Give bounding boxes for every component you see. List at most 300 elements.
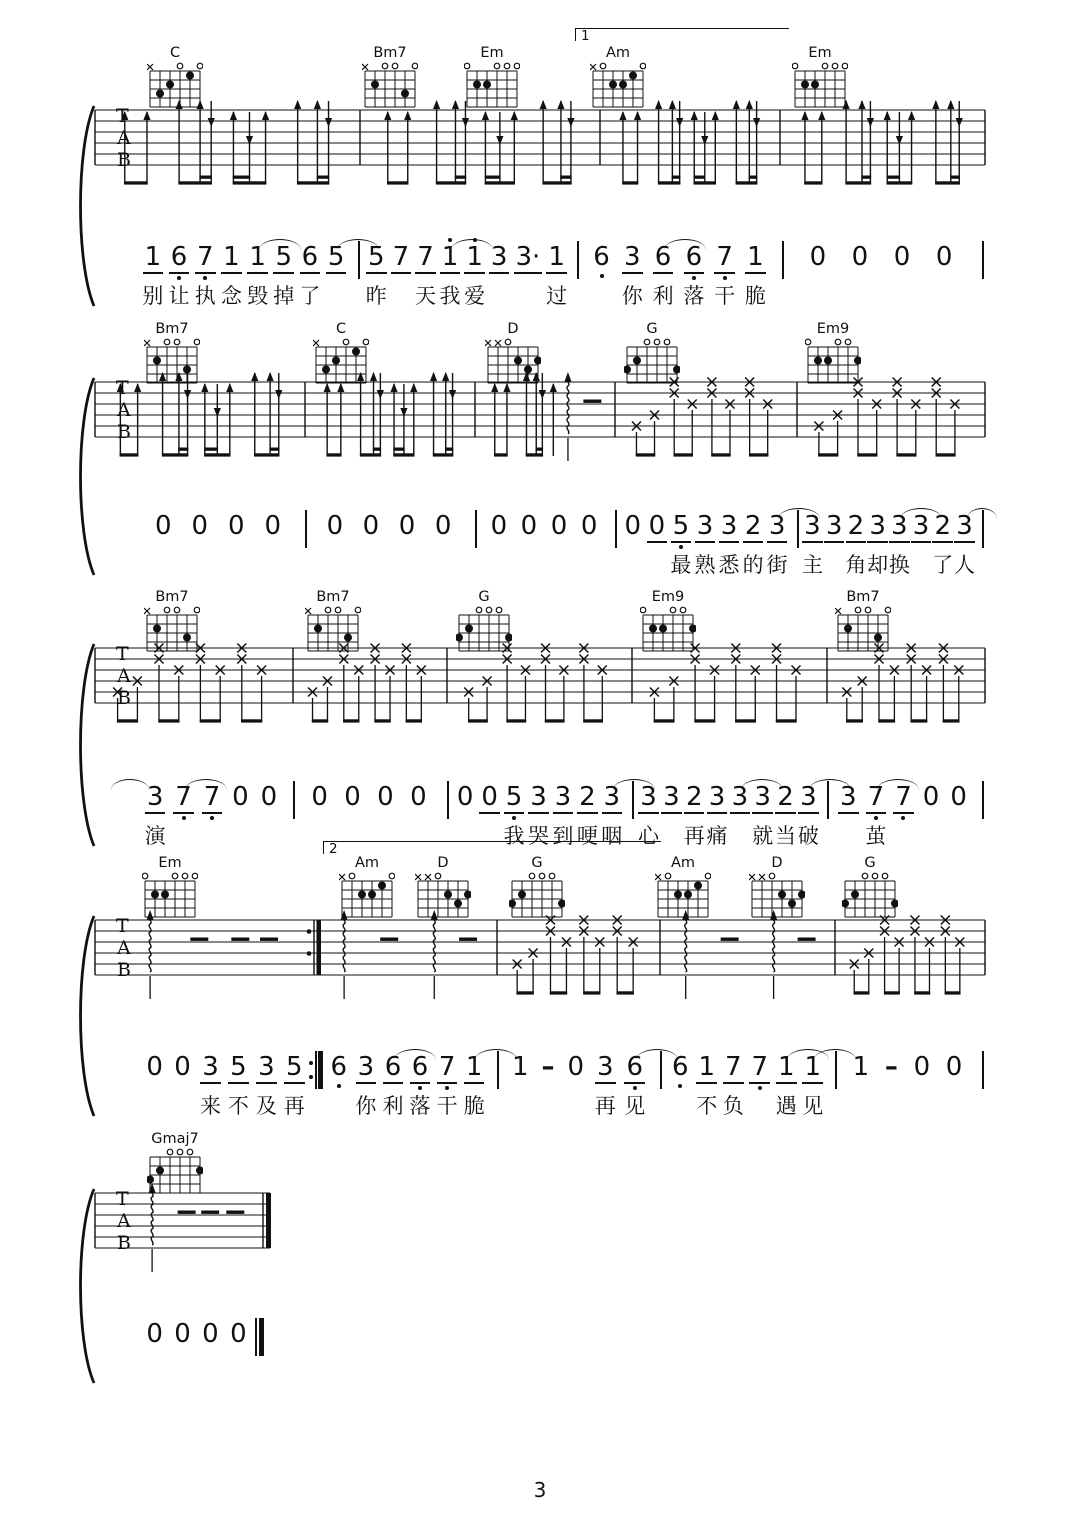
- note-token: [200, 1313, 221, 1383]
- note-number: 1: [223, 242, 240, 272]
- note-number: 2: [934, 511, 952, 541]
- note-token: [707, 776, 728, 848]
- lyric: 最: [670, 553, 692, 577]
- note-token: [256, 1046, 277, 1118]
- volta-label: 2: [329, 841, 338, 857]
- octave-dot-low: [203, 274, 207, 281]
- note-token: [775, 776, 796, 848]
- note-token: [892, 236, 913, 306]
- lyric: [534, 1092, 562, 1116]
- chord-diagram: [143, 1132, 207, 1195]
- number-measure: [786, 236, 976, 308]
- number-measure: [137, 505, 299, 577]
- note-number: 3: [800, 782, 817, 812]
- note-number: 0: [146, 1319, 163, 1349]
- note-number: 3: [912, 511, 930, 541]
- note-number: 0: [945, 1052, 963, 1082]
- chord-name: Em: [808, 45, 832, 61]
- number-barline: [315, 1051, 317, 1089]
- lyric: [945, 822, 973, 846]
- note-token: [326, 236, 347, 308]
- number-barline: [475, 510, 477, 548]
- note-number: 0: [434, 511, 452, 541]
- note-number: 3: [663, 782, 680, 812]
- note-number: 0: [232, 782, 249, 812]
- lyric: [834, 824, 862, 848]
- chord-name: Em9: [651, 589, 685, 605]
- number-barline: [835, 1051, 837, 1089]
- lyric: 不: [227, 1094, 249, 1118]
- chord-name: C: [169, 45, 181, 61]
- number-barline: [497, 1051, 499, 1089]
- chord-grid: [640, 605, 696, 653]
- note-number: 6: [384, 1052, 402, 1082]
- note-token: [228, 1313, 249, 1383]
- note-number: 6: [593, 242, 610, 272]
- note-number: 6: [301, 242, 319, 272]
- note-number: –: [884, 1052, 898, 1082]
- number-measure: [581, 236, 776, 308]
- octave-dot-low: [512, 814, 516, 821]
- number-barline: [797, 510, 799, 548]
- note-number: 7: [392, 242, 410, 272]
- lyric: [588, 282, 616, 306]
- lyric: 再: [594, 1094, 616, 1118]
- note-number: 3: [530, 782, 547, 812]
- number-barline: [615, 510, 617, 548]
- note-number: 3: [258, 1052, 275, 1082]
- lyric: [515, 551, 543, 575]
- lyric: [562, 1092, 590, 1116]
- note-number: 3: [840, 782, 857, 812]
- lyric: 心: [638, 824, 660, 848]
- lyric: 遇: [775, 1094, 797, 1118]
- note-token: [577, 776, 598, 848]
- lyric: [226, 822, 254, 846]
- chord-name: Bm7: [373, 45, 407, 61]
- note-number: 3: [754, 782, 771, 812]
- note-token: [743, 505, 764, 577]
- lyric: 换: [888, 553, 910, 577]
- chord-name: C: [335, 321, 347, 337]
- note-token: [684, 236, 705, 308]
- lyric: 再: [283, 1094, 305, 1118]
- note-number: 6: [654, 242, 672, 272]
- chord-grid: [464, 61, 520, 109]
- note-number: 7: [175, 782, 192, 812]
- note-number: 5: [368, 242, 385, 272]
- tab-letter-b: B: [117, 1232, 131, 1254]
- note-number: 2: [847, 511, 865, 541]
- octave-dot-low: [679, 543, 683, 550]
- number-barline: [305, 510, 307, 548]
- octave-dot-low: [723, 274, 727, 281]
- chord-grid: [147, 1147, 203, 1195]
- chord-diagram: [481, 322, 545, 385]
- chord-grid: [792, 61, 848, 109]
- note-number: 5: [505, 782, 523, 812]
- note-number: 6: [411, 1052, 429, 1082]
- number-measure: [479, 505, 609, 577]
- tab-letter-t: T: [116, 105, 129, 127]
- number-measure: [322, 1046, 491, 1118]
- octave-dot-low: [901, 814, 905, 821]
- chord-grid: [305, 605, 361, 653]
- note-token: [356, 1046, 377, 1118]
- chord-grid: [805, 337, 861, 385]
- note-token: [752, 776, 773, 848]
- note-token: [851, 1046, 872, 1116]
- chord-diagram: [358, 46, 422, 109]
- note-number: 0: [398, 511, 416, 541]
- note-number: 0: [202, 1319, 219, 1349]
- chord-name: Bm7: [846, 589, 880, 605]
- note-token: [247, 236, 268, 308]
- note-number: 7: [867, 782, 885, 812]
- lyric: 过: [546, 284, 568, 308]
- note-token: [519, 505, 540, 575]
- octave-dot-low: [445, 1084, 449, 1091]
- number-barline: [255, 1318, 257, 1356]
- tab-letter-b: B: [117, 687, 131, 709]
- octave-dot-low: [182, 814, 186, 821]
- chord-grid: [142, 871, 198, 919]
- note-token: [440, 236, 461, 308]
- lyric: 我: [503, 824, 525, 848]
- number-measure: [619, 505, 791, 577]
- lyric: 毁: [247, 284, 269, 308]
- note-token: [602, 776, 623, 848]
- note-number: 6: [170, 242, 188, 272]
- chord-grid: [339, 871, 395, 919]
- note-number: 0: [935, 242, 953, 272]
- number-measure: [137, 236, 352, 308]
- note-token: [145, 776, 166, 848]
- tab-letter-a: A: [117, 937, 131, 959]
- note-token: [342, 776, 363, 846]
- note-token: [745, 236, 766, 308]
- lyric: [846, 282, 874, 306]
- note-token: [767, 505, 788, 577]
- octave-dot-low: [337, 1082, 341, 1089]
- note-token: [455, 776, 476, 846]
- note-token: [719, 505, 740, 577]
- lyric: 咽: [601, 824, 623, 848]
- note-token: [893, 776, 914, 848]
- number-measure: [501, 1046, 654, 1118]
- chord-name: Em: [158, 855, 182, 871]
- chord-diagram: [788, 46, 852, 109]
- note-token: [504, 776, 525, 848]
- lyric: 痛: [706, 824, 728, 848]
- chord-name: Am: [670, 855, 696, 871]
- note-number: 0: [580, 511, 598, 541]
- number-measure: [664, 1046, 829, 1118]
- lyric: 却: [867, 553, 889, 577]
- note-number: 3: [640, 782, 657, 812]
- chord-name: Am: [605, 45, 631, 61]
- note-token: [259, 776, 280, 846]
- octave-dot-low: [600, 272, 604, 279]
- octave-dot-low: [418, 1084, 422, 1091]
- note-token: [954, 505, 975, 577]
- octave-dot-low: [210, 814, 214, 821]
- note-token: [464, 236, 485, 308]
- octave-dot-low: [758, 1084, 762, 1091]
- note-token: [546, 236, 567, 308]
- note-token: [221, 236, 242, 308]
- note-token: [397, 505, 418, 575]
- note-number: 7: [895, 782, 912, 812]
- lyric: 让: [168, 284, 190, 308]
- note-token: [624, 1046, 645, 1118]
- lyric: [847, 1092, 875, 1116]
- lyric: [889, 824, 917, 848]
- lyric: 了: [932, 553, 954, 577]
- tab-letter-a: A: [117, 1210, 131, 1232]
- note-token: [228, 1046, 249, 1118]
- chord-grid: [842, 871, 898, 919]
- lyric: 就: [752, 824, 774, 848]
- tab-letter-t: T: [116, 643, 129, 665]
- lyric: 哭: [527, 824, 549, 848]
- note-number: 0: [648, 511, 666, 541]
- number-barline: [293, 781, 295, 819]
- note-token: [172, 1046, 193, 1116]
- note-number: 7: [724, 1052, 742, 1082]
- lyric: [141, 1092, 169, 1116]
- note-number: 3: [603, 782, 621, 812]
- chord-name: G: [531, 855, 543, 871]
- number-measure: [831, 776, 976, 848]
- lyric: 悉: [718, 553, 740, 577]
- note-number: 0: [260, 782, 278, 812]
- note-token: [325, 505, 346, 575]
- note-token: [591, 236, 612, 306]
- number-measure: [362, 236, 571, 308]
- tie-arc-in: [111, 779, 149, 790]
- lyric: 见: [624, 1094, 646, 1118]
- tab-letter-a: A: [117, 399, 131, 421]
- lyric: 昨: [365, 284, 387, 308]
- note-number: 2: [777, 782, 794, 812]
- note-token: [684, 776, 705, 848]
- lyric: 干: [714, 284, 736, 308]
- note-number: 0: [456, 782, 474, 812]
- chord-grid: [624, 337, 680, 385]
- note-token: [189, 505, 210, 575]
- note-token: [173, 776, 194, 848]
- note-token: [143, 236, 164, 308]
- note-token: [230, 776, 251, 846]
- tab-letter-t: T: [116, 1188, 129, 1210]
- chord-grid: [509, 871, 565, 919]
- note-number: 0: [410, 782, 427, 812]
- note-token: [262, 505, 283, 575]
- volta-bracket: [575, 28, 789, 44]
- note-number: 0: [154, 511, 172, 541]
- tab-letter-a: A: [117, 665, 131, 687]
- number-barline: [660, 1051, 662, 1089]
- note-token: [714, 236, 735, 308]
- note-number: 0: [377, 782, 394, 812]
- lyric: 茧: [865, 824, 887, 848]
- tab-letter-b: B: [117, 149, 131, 171]
- number-barline: [782, 241, 784, 279]
- note-token: [944, 1046, 965, 1116]
- note-token: [912, 1046, 933, 1116]
- chord-diagram: [309, 322, 373, 385]
- note-token: [549, 505, 570, 575]
- lyric: 街: [766, 553, 788, 577]
- note-token: [437, 1046, 458, 1118]
- note-token: [433, 505, 454, 575]
- note-number: 3: [731, 782, 749, 812]
- chord-name: D: [437, 855, 449, 871]
- lyric: 天: [414, 284, 436, 308]
- note-number: 1: [698, 1052, 715, 1082]
- chord-diagram: [586, 46, 650, 109]
- lyric: 爱: [464, 284, 486, 308]
- chord-diagram: [460, 46, 524, 109]
- note-number: 3: [956, 511, 973, 541]
- chord-grid: [655, 871, 711, 919]
- octave-dot-low: [874, 814, 878, 821]
- note-number: 3: [146, 782, 164, 812]
- chord-diagram: [801, 322, 865, 385]
- lyric: [196, 1359, 224, 1383]
- lyric: [506, 1092, 534, 1116]
- note-token: [410, 1046, 431, 1118]
- note-number: 1: [441, 242, 459, 272]
- number-measure: [801, 505, 976, 577]
- lyric: [322, 284, 350, 308]
- chord-name: D: [771, 855, 783, 871]
- chord-grid: [313, 337, 369, 385]
- note-number: 7: [417, 242, 434, 272]
- note-token: [539, 1046, 556, 1116]
- chord-diagram: [140, 590, 204, 653]
- lyric: 来: [199, 1094, 221, 1118]
- chord-grid: [147, 61, 203, 109]
- lyric: 人: [953, 553, 975, 577]
- note-number: 5: [672, 511, 690, 541]
- note-token: [172, 1313, 193, 1383]
- number-barline: [982, 781, 984, 819]
- note-token: [850, 236, 871, 306]
- note-token: [329, 1046, 350, 1116]
- tab-staff: [90, 906, 995, 1008]
- note-number: 1: [852, 1052, 870, 1082]
- note-token: [309, 776, 330, 846]
- volta-bracket: [323, 841, 661, 857]
- note-token: [948, 776, 969, 846]
- lyric: 的: [742, 553, 764, 577]
- note-token: [653, 236, 674, 308]
- note-token: [638, 776, 659, 848]
- lyric: 你: [355, 1094, 377, 1118]
- note-token: [144, 1046, 165, 1116]
- chord-name: Em: [480, 45, 504, 61]
- note-number: 3: [490, 242, 508, 272]
- note-token: [383, 1046, 404, 1118]
- number-measure: [137, 1313, 256, 1385]
- note-token: [464, 1046, 485, 1118]
- note-number: 0: [950, 782, 967, 812]
- note-token: [366, 236, 387, 308]
- lyric: 主: [801, 553, 823, 577]
- note-token: [808, 236, 829, 306]
- lyric: 见: [802, 1094, 824, 1118]
- note-number: 5: [285, 1052, 303, 1082]
- lyric: [804, 282, 832, 306]
- chord-diagram: [411, 856, 475, 919]
- note-number: 3: [596, 1052, 614, 1082]
- note-token: [661, 776, 682, 848]
- note-number: 1: [466, 242, 483, 272]
- note-number: 0: [146, 1052, 163, 1082]
- lyric: 哽: [576, 824, 598, 848]
- note-number: 2: [685, 782, 703, 812]
- chord-diagram: [138, 856, 202, 919]
- lyric: [393, 551, 421, 575]
- lyric: 再: [683, 824, 705, 848]
- lyric: [321, 551, 349, 575]
- lyric: 掉: [273, 284, 295, 308]
- repeat-dot: [309, 1061, 313, 1065]
- number-barline-thick: [259, 1318, 264, 1356]
- note-token: [595, 1046, 616, 1118]
- note-number: 0: [893, 242, 911, 272]
- note-token: [866, 776, 887, 848]
- lyric: 利: [652, 284, 674, 308]
- number-barline: [982, 241, 984, 279]
- note-number: 0: [913, 1052, 931, 1082]
- lyric: 我: [439, 284, 461, 308]
- note-number: 1: [249, 242, 266, 272]
- note-token: [226, 505, 247, 575]
- note-number: 0: [851, 242, 869, 272]
- tab-letter-t: T: [116, 915, 129, 937]
- note-number: 2: [579, 782, 596, 812]
- lyric: 脆: [463, 1094, 485, 1118]
- lyric: 利: [382, 1094, 404, 1118]
- lyric: 干: [436, 1094, 458, 1118]
- note-number: 0: [311, 782, 328, 812]
- lyric: 别: [142, 284, 164, 308]
- note-token: [723, 1046, 744, 1118]
- lyric: 落: [409, 1094, 431, 1118]
- note-number: 2: [744, 511, 762, 541]
- note-token: [200, 1046, 221, 1118]
- note-number: 0: [520, 511, 538, 541]
- note-token: [284, 1046, 305, 1118]
- tab-letter-a: A: [117, 127, 131, 149]
- note-number: 0: [191, 511, 208, 541]
- note-number: 7: [196, 242, 214, 272]
- lyric: 及: [255, 1094, 277, 1118]
- number-measure: [636, 776, 821, 848]
- note-token: [730, 776, 751, 848]
- lyric: [485, 551, 513, 575]
- chord-name: G: [864, 855, 876, 871]
- note-number: 5: [327, 242, 345, 272]
- lyric: [514, 284, 542, 308]
- chord-diagram: [745, 856, 809, 919]
- chord-diagram: [505, 856, 569, 919]
- chord-diagram: [452, 590, 516, 653]
- lyric: [357, 551, 385, 575]
